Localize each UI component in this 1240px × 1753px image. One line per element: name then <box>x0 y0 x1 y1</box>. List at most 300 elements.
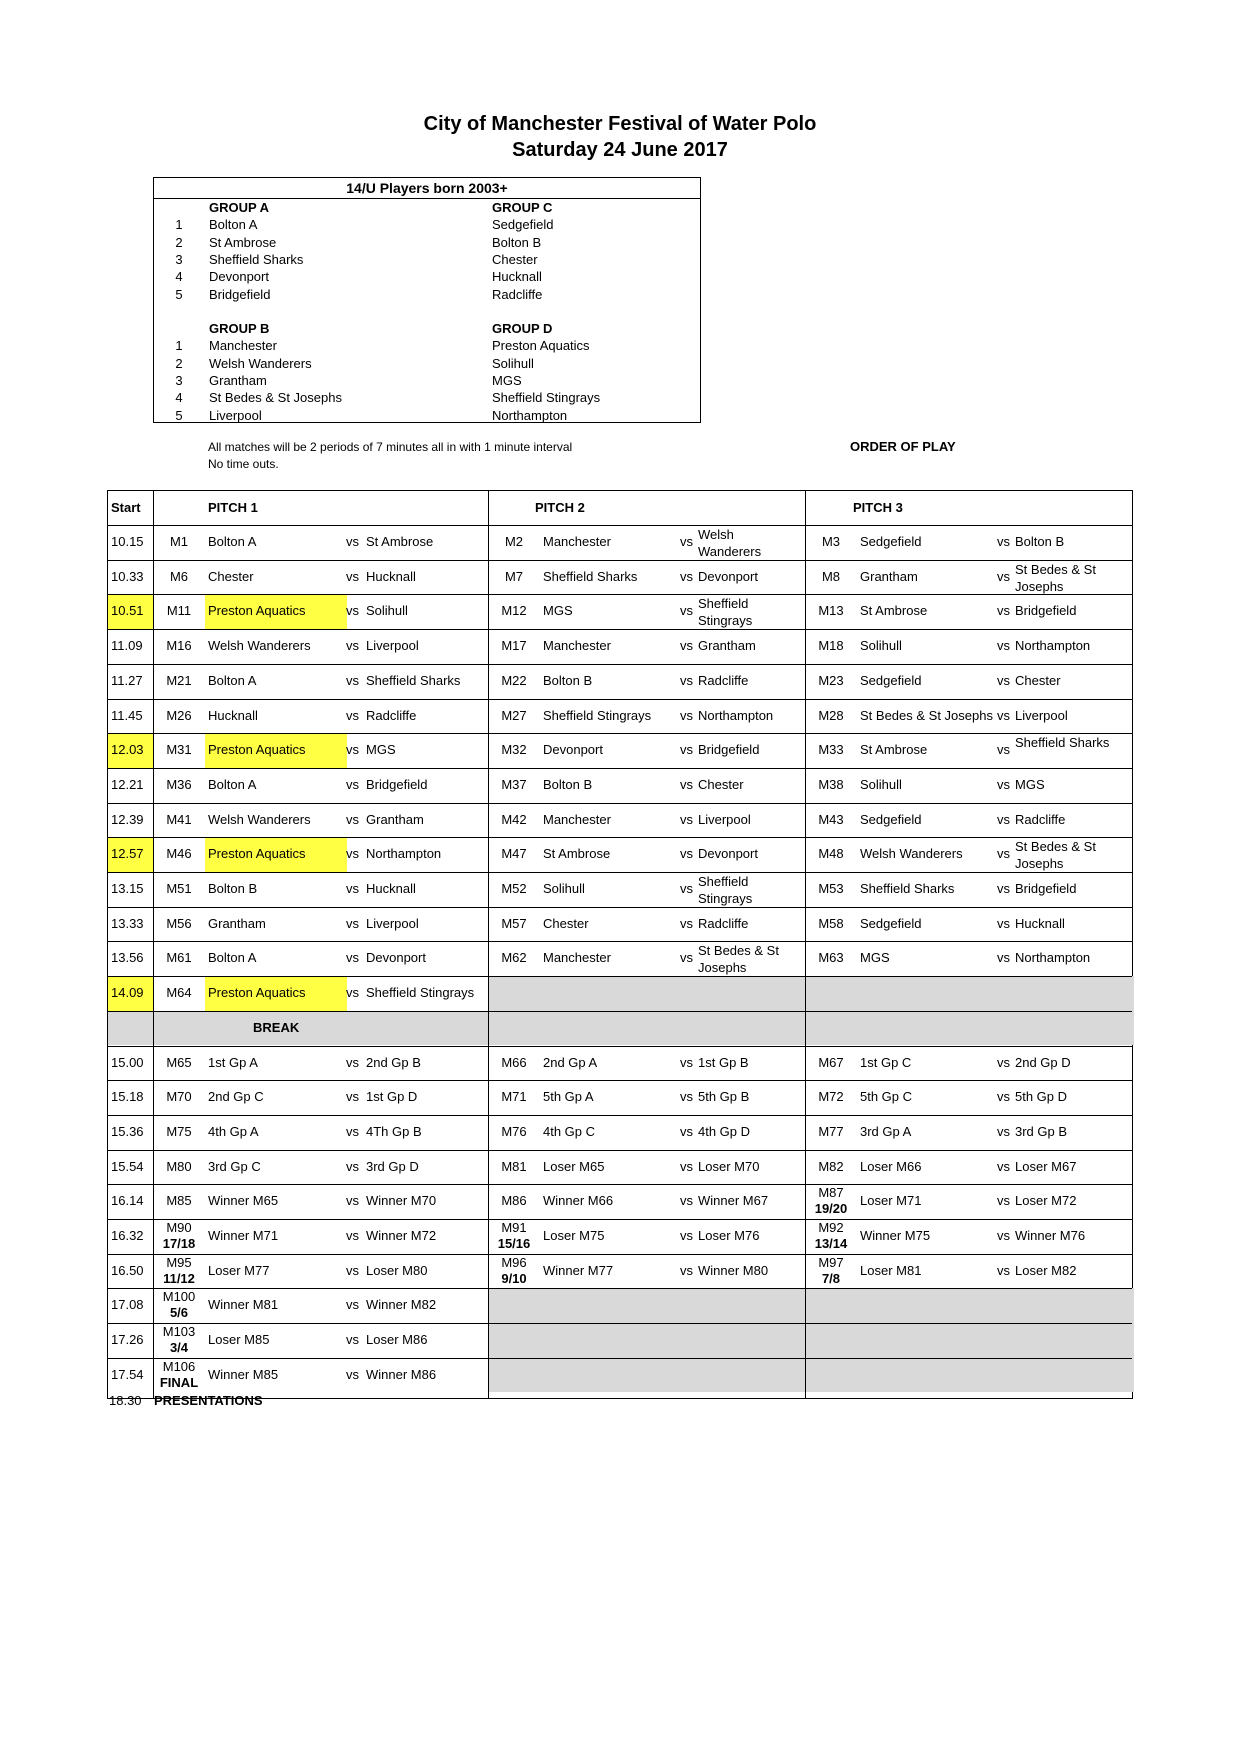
break-label: BREAK <box>253 1019 300 1035</box>
vs-label: vs <box>346 985 359 1001</box>
match-start-time: 16.50 <box>111 1262 144 1278</box>
away-team: Sheffield Stingrays <box>366 985 475 1001</box>
match-code: M28 <box>818 707 844 723</box>
home-team: Sheffield Sharks <box>543 568 638 584</box>
home-team: St Ambrose <box>860 603 928 619</box>
away-team: St Ambrose <box>366 534 434 549</box>
vs-label: vs <box>997 568 1010 584</box>
home-team: Loser M75 <box>543 1228 605 1243</box>
row-divider <box>108 803 1132 804</box>
match-start-time: 12.57 <box>111 846 144 862</box>
home-team: Sedgefield <box>860 811 922 827</box>
away-team: Northampton <box>1015 950 1091 966</box>
row-divider <box>108 560 1132 561</box>
home-team: Winner M85 <box>208 1366 279 1382</box>
groups-heading: 14/U Players born 2003+ <box>154 178 700 199</box>
away-team: Liverpool <box>366 915 419 931</box>
match-code: M72 <box>818 1089 844 1105</box>
group-team: Bridgefield <box>209 286 271 302</box>
home-team: Winner M75 <box>860 1228 931 1243</box>
match-code: M56 <box>166 915 192 931</box>
home-team: Winner M65 <box>208 1193 279 1209</box>
home-team: Winner M77 <box>543 1262 614 1278</box>
home-team: Preston Aquatics <box>208 603 306 619</box>
match-start-time: 15.18 <box>111 1089 144 1105</box>
match-code: M86 <box>501 1193 527 1209</box>
vs-label: vs <box>680 1158 693 1174</box>
row-divider <box>108 525 1132 526</box>
home-team: Bolton B <box>543 776 593 792</box>
home-team: Bolton A <box>208 950 257 966</box>
match-start-time: 12.03 <box>111 742 144 758</box>
group-team: Sedgefield <box>492 217 554 233</box>
away-team: Sheffield Stingrays <box>698 874 753 906</box>
group-position-number: 4 <box>175 390 183 406</box>
match-code: M75 <box>166 1123 192 1139</box>
home-team: Devonport <box>543 742 603 758</box>
vs-label: vs <box>680 950 693 966</box>
vs-label: vs <box>997 603 1010 619</box>
away-team: Bolton B <box>1015 534 1065 549</box>
home-team: 2nd Gp C <box>208 1089 264 1105</box>
vs-label: vs <box>997 1158 1010 1174</box>
vs-label: vs <box>346 568 359 584</box>
row-divider <box>108 1046 1132 1047</box>
placing-label: 5/6 <box>169 1305 189 1321</box>
vs-label: vs <box>680 568 693 584</box>
match-start-time: 10.51 <box>111 603 144 619</box>
away-team: Sheffield Stingrays <box>698 596 753 629</box>
match-start-time: 17.26 <box>111 1332 144 1348</box>
vs-label: vs <box>346 1228 359 1243</box>
match-code: M6 <box>169 568 189 584</box>
placing-label: 9/10 <box>501 1270 527 1286</box>
match-start-time: 10.33 <box>111 568 144 584</box>
match-code: M48 <box>818 846 844 862</box>
match-code <box>488 1255 540 1287</box>
match-start-time: 15.36 <box>111 1123 144 1139</box>
match-start-time: 17.08 <box>111 1297 144 1313</box>
match-start-time: 13.15 <box>111 881 144 896</box>
match-number: M87 <box>818 1185 844 1201</box>
home-team: Welsh Wanderers <box>208 811 311 827</box>
match-code: M57 <box>501 915 527 931</box>
order-of-play-label: ORDER OF PLAY <box>850 439 956 454</box>
home-team: Grantham <box>860 568 918 584</box>
away-team: Northampton <box>366 846 442 862</box>
match-start-time: 10.15 <box>111 534 144 549</box>
away-team: Loser M70 <box>698 1158 760 1174</box>
away-team: Winner M80 <box>698 1262 769 1278</box>
match-code: M1 <box>169 534 189 549</box>
match-code: M67 <box>818 1054 844 1070</box>
row-divider <box>108 768 1132 769</box>
document-date: Saturday 24 June 2017 <box>512 139 728 161</box>
placing-label: 19/20 <box>814 1201 848 1217</box>
home-team: Solihull <box>860 638 902 654</box>
vs-label: vs <box>997 1262 1010 1278</box>
match-code <box>153 1359 205 1391</box>
row-divider <box>108 1254 1132 1255</box>
group-team: Grantham <box>209 372 267 388</box>
home-team: Manchester <box>543 534 611 549</box>
timeout-note: No time outs. <box>208 457 279 471</box>
row-divider <box>108 1080 1132 1081</box>
row-divider <box>108 1323 1132 1324</box>
match-code <box>153 1324 205 1356</box>
home-team: St Ambrose <box>860 742 928 758</box>
vs-label: vs <box>346 811 359 827</box>
away-team: 1st Gp B <box>698 1054 749 1070</box>
match-start-time: 16.14 <box>111 1193 144 1209</box>
vs-label: vs <box>346 950 359 966</box>
vs-label: vs <box>680 1262 693 1278</box>
away-team: MGS <box>366 742 396 758</box>
vs-label: vs <box>346 1089 359 1105</box>
home-team: Winner M71 <box>208 1228 279 1243</box>
home-team: 5th Gp A <box>543 1089 594 1105</box>
match-code: M64 <box>166 985 192 1001</box>
row-divider <box>108 837 1132 838</box>
vs-label: vs <box>680 1089 693 1105</box>
away-team: Winner M70 <box>366 1193 437 1209</box>
away-team: Winner M72 <box>366 1228 437 1243</box>
home-team: Grantham <box>208 915 266 931</box>
away-team: Winner M67 <box>698 1193 769 1209</box>
match-number: M91 <box>501 1220 527 1235</box>
vs-label: vs <box>346 638 359 654</box>
away-team: St Bedes & St Josephs <box>698 943 779 976</box>
match-code: M33 <box>818 742 844 758</box>
vs-label: vs <box>680 1228 693 1243</box>
match-number: M95 <box>166 1254 192 1270</box>
row-divider <box>108 976 1132 977</box>
home-team: Loser M81 <box>860 1262 922 1278</box>
group-position-number: 5 <box>175 286 183 302</box>
group-position-number: 5 <box>175 407 183 423</box>
match-code: M70 <box>166 1089 192 1105</box>
away-team: Devonport <box>366 950 426 966</box>
away-team: 2nd Gp B <box>366 1054 421 1070</box>
match-number: M92 <box>818 1220 844 1235</box>
vs-label: vs <box>346 707 359 723</box>
match-code: M52 <box>501 881 527 896</box>
vs-label: vs <box>997 1228 1010 1243</box>
match-start-time: 12.21 <box>111 776 144 792</box>
match-code: M17 <box>501 638 527 654</box>
match-start-time: 11.09 <box>111 638 143 654</box>
match-code: M36 <box>166 776 192 792</box>
match-code: M65 <box>166 1054 192 1070</box>
match-code: M22 <box>501 672 527 688</box>
vs-label: vs <box>346 1193 359 1209</box>
away-team: Winner M82 <box>366 1297 437 1313</box>
group-team: Sheffield Stingrays <box>492 390 601 406</box>
row-divider <box>108 699 1132 700</box>
match-code: M42 <box>501 811 527 827</box>
home-team: 4th Gp C <box>543 1123 596 1139</box>
home-team: Bolton A <box>208 776 257 792</box>
match-start-time: 15.00 <box>111 1054 144 1070</box>
match-code: M12 <box>501 603 527 619</box>
away-team: Loser M86 <box>366 1332 428 1348</box>
away-team: Chester <box>698 776 744 792</box>
vs-label: vs <box>346 846 359 862</box>
vs-label: vs <box>346 881 359 896</box>
row-divider <box>108 1011 1132 1012</box>
away-team: Sheffield Sharks <box>366 672 461 688</box>
vs-label: vs <box>997 1193 1010 1209</box>
away-team: 4Th Gp B <box>366 1123 422 1139</box>
group-team: Devonport <box>209 269 269 285</box>
match-code: M51 <box>166 881 192 896</box>
away-team: St Bedes & St Josephs <box>1015 561 1096 594</box>
match-code: M26 <box>166 707 192 723</box>
match-start-time: 15.54 <box>111 1158 144 1174</box>
match-start-time: 11.27 <box>111 672 143 688</box>
home-team: Preston Aquatics <box>208 846 306 862</box>
vs-label: vs <box>997 915 1010 931</box>
match-code <box>805 1220 857 1252</box>
away-team: Loser M82 <box>1015 1262 1077 1278</box>
away-team: 4th Gp D <box>698 1123 751 1139</box>
home-team: 2nd Gp A <box>543 1054 598 1070</box>
away-team: 3rd Gp D <box>366 1158 419 1174</box>
away-team: St Bedes & St Josephs <box>1015 839 1096 872</box>
vs-label: vs <box>346 1332 359 1348</box>
row-divider <box>108 1358 1132 1359</box>
vs-label: vs <box>997 1089 1010 1105</box>
header-pitch-3: PITCH 3 <box>853 500 903 515</box>
home-team: Hucknall <box>208 707 258 723</box>
match-code: M85 <box>166 1193 192 1209</box>
match-code: M81 <box>501 1158 527 1174</box>
row-divider <box>108 1150 1132 1151</box>
vs-label: vs <box>346 1158 359 1174</box>
home-team: St Bedes & St Josephs <box>860 707 993 723</box>
match-number: M97 <box>818 1254 844 1270</box>
home-team: 1st Gp C <box>860 1054 912 1070</box>
vs-label: vs <box>680 1193 693 1209</box>
empty-slot-fill <box>488 1323 805 1358</box>
vs-label: vs <box>997 742 1010 758</box>
home-team: 5th Gp C <box>860 1089 913 1105</box>
row-divider <box>108 664 1132 665</box>
match-number: M100 <box>162 1289 196 1305</box>
row-divider <box>108 1219 1132 1220</box>
match-code: M77 <box>818 1123 844 1139</box>
vs-label: vs <box>680 707 693 723</box>
group-position-number: 1 <box>175 338 183 354</box>
match-start-time: 13.33 <box>111 915 144 931</box>
away-team: Winner M86 <box>366 1366 437 1382</box>
match-code: M46 <box>166 846 192 862</box>
match-code: M32 <box>501 742 527 758</box>
away-team: Bridgefield <box>698 742 760 758</box>
home-team: Sheffield Sharks <box>860 881 955 896</box>
group-position-number: 3 <box>175 251 183 267</box>
vs-label: vs <box>997 1054 1010 1070</box>
match-start-time: 16.32 <box>111 1228 144 1243</box>
row-divider <box>108 1288 1132 1289</box>
group-title: GROUP B <box>209 321 270 336</box>
away-team: Grantham <box>366 811 424 827</box>
home-team: Bolton A <box>208 672 257 688</box>
document-title: City of Manchester Festival of Water Polo <box>423 113 817 135</box>
group-team: MGS <box>492 372 522 388</box>
empty-slot-fill <box>488 1288 805 1323</box>
vs-label: vs <box>997 1123 1010 1139</box>
placing-label: 11/12 <box>163 1270 195 1286</box>
group-team: Radcliffe <box>492 286 543 302</box>
away-team: Liverpool <box>366 638 419 654</box>
away-team: Loser M72 <box>1015 1193 1077 1209</box>
away-team: Northampton <box>698 707 774 723</box>
vs-label: vs <box>680 534 693 549</box>
away-team: 5th Gp D <box>1015 1089 1068 1105</box>
away-team: Radcliffe <box>1015 811 1066 827</box>
row-divider <box>108 733 1132 734</box>
home-team: Welsh Wanderers <box>208 638 311 654</box>
vs-label: vs <box>346 915 359 931</box>
vs-label: vs <box>997 534 1010 549</box>
placing-label: 17/18 <box>162 1236 196 1251</box>
placing-label: 13/14 <box>814 1236 848 1251</box>
match-code: M13 <box>818 603 844 619</box>
match-code: M31 <box>166 742 192 758</box>
schedule-table <box>107 490 1133 1399</box>
home-team: Solihull <box>860 776 902 792</box>
placing-label: 7/8 <box>821 1270 841 1286</box>
vs-label: vs <box>680 1054 693 1070</box>
vs-label: vs <box>680 672 693 688</box>
away-team: MGS <box>1015 776 1045 792</box>
vs-label: vs <box>997 638 1010 654</box>
home-team: Preston Aquatics <box>208 742 306 758</box>
away-team: Chester <box>1015 672 1061 688</box>
match-code: M11 <box>166 603 192 619</box>
home-team: 1st Gp A <box>208 1054 258 1070</box>
home-team: Bolton A <box>208 534 257 549</box>
vs-label: vs <box>680 603 693 619</box>
home-team: Bolton B <box>543 672 593 688</box>
match-code <box>153 1289 205 1321</box>
home-team: Sheffield Stingrays <box>543 707 652 723</box>
away-team: Hucknall <box>366 568 416 584</box>
match-code: M53 <box>818 881 844 896</box>
group-team: St Bedes & St Josephs <box>209 390 342 406</box>
home-team: 3rd Gp C <box>208 1158 261 1174</box>
home-team: Preston Aquatics <box>208 985 306 1001</box>
match-number: M90 <box>166 1220 192 1235</box>
empty-slot-fill <box>805 1323 1134 1358</box>
home-team: Manchester <box>543 950 611 966</box>
empty-slot-fill <box>488 976 805 1011</box>
away-team: Loser M80 <box>366 1262 428 1278</box>
match-code: M66 <box>501 1054 527 1070</box>
header-pitch-2: PITCH 2 <box>535 500 585 515</box>
vs-label: vs <box>346 672 359 688</box>
match-code: M43 <box>818 811 844 827</box>
vs-label: vs <box>346 1297 359 1313</box>
vs-label: vs <box>346 1054 359 1070</box>
row-divider <box>108 872 1132 873</box>
match-code: M47 <box>501 846 527 862</box>
row-divider <box>108 629 1132 630</box>
group-team: Welsh Wanderers <box>209 355 312 371</box>
home-team: Loser M66 <box>860 1158 922 1174</box>
group-team: Preston Aquatics <box>492 338 590 354</box>
match-code: M7 <box>504 568 524 584</box>
away-team: Radcliffe <box>366 707 417 723</box>
group-position-number: 2 <box>175 355 183 371</box>
match-number: M96 <box>501 1254 527 1270</box>
vs-label: vs <box>680 915 693 931</box>
away-team: Radcliffe <box>698 915 749 931</box>
empty-slot-fill <box>488 1358 805 1393</box>
match-rules-note: All matches will be 2 periods of 7 minutes all in with 1 minute interval <box>208 440 573 454</box>
vs-label: vs <box>346 1366 359 1382</box>
match-start-time: 13.56 <box>111 950 144 966</box>
empty-slot-fill <box>805 1288 1134 1323</box>
vs-label: vs <box>346 1262 359 1278</box>
away-team: Grantham <box>698 638 756 654</box>
home-team: Sedgefield <box>860 672 922 688</box>
home-team: Sedgefield <box>860 534 922 549</box>
home-team: Winner M66 <box>543 1193 614 1209</box>
vs-label: vs <box>346 776 359 792</box>
match-code: M3 <box>821 534 841 549</box>
group-team: Northampton <box>492 407 568 423</box>
home-team: Manchester <box>543 811 611 827</box>
vs-label: vs <box>346 1123 359 1139</box>
match-start-time: 11.45 <box>111 707 143 723</box>
group-title: GROUP D <box>492 321 553 336</box>
vs-label: vs <box>997 672 1010 688</box>
group-position-number: 1 <box>175 217 183 233</box>
match-code: M38 <box>818 776 844 792</box>
match-start-time: 14.09 <box>111 985 144 1001</box>
vs-label: vs <box>680 1123 693 1139</box>
away-team: Radcliffe <box>698 672 749 688</box>
row-divider <box>108 941 1132 942</box>
match-code: M27 <box>501 707 527 723</box>
match-code: M18 <box>818 638 844 654</box>
match-code: M8 <box>821 568 841 584</box>
vs-label: vs <box>680 776 693 792</box>
home-team: 4th Gp A <box>208 1123 259 1139</box>
home-team: Chester <box>543 915 589 931</box>
home-team: 3rd Gp A <box>860 1123 912 1139</box>
row-divider <box>108 1184 1132 1185</box>
away-team: 2nd Gp D <box>1015 1054 1071 1070</box>
group-position-number: 2 <box>175 234 183 250</box>
away-team: Loser M67 <box>1015 1158 1077 1174</box>
home-team: Chester <box>208 568 254 584</box>
vs-label: vs <box>997 707 1010 723</box>
group-team: Solihull <box>492 355 534 371</box>
home-team: Loser M77 <box>208 1262 270 1278</box>
vs-label: vs <box>680 742 693 758</box>
group-team: St Ambrose <box>209 234 277 250</box>
away-team: Bridgefield <box>1015 881 1077 896</box>
group-team: Bolton B <box>492 234 542 250</box>
vs-label: vs <box>680 638 693 654</box>
group-position-number: 4 <box>175 269 183 285</box>
away-team: 3rd Gp B <box>1015 1123 1068 1139</box>
group-position-number: 3 <box>175 372 183 388</box>
placing-label: FINAL <box>159 1374 199 1390</box>
